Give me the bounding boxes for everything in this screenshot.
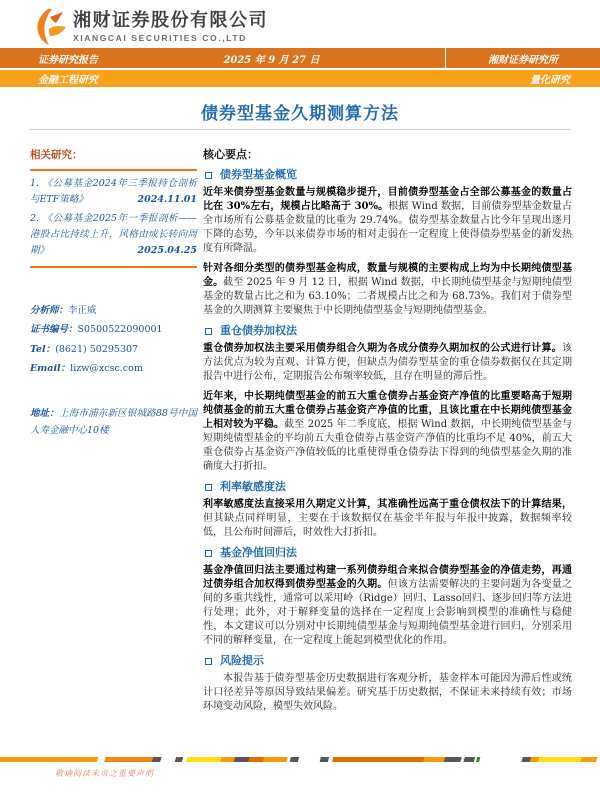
section-bullet-icon: [205, 550, 212, 557]
tel-row: [30, 340, 197, 359]
tel-number: (8621) 50295307: [55, 343, 139, 355]
section-bullet-icon: [205, 172, 212, 179]
section-paragraph: 近年来债券型基金数量与规模稳步提升，目前债券型基金占全部公募基金的数量占比在 30%左右，规模占比略高于 30%。根据 Wind 数据，目前债券型基金数量占全市场所有公募基金数量的比重为 29.74%。债券型基金数量占比今年呈现出逐月下降的态势，今年以来债券市场的相对走弱在一定程度上使得债券型基金的新发热度有所降温。: [203, 187, 572, 254]
address-value: 上海市浦东新区银城路88号中国人寿金融中心10楼: [30, 407, 197, 437]
analyst-label: 分析师：: [30, 304, 69, 316]
section-bond-fund-overview: [203, 168, 572, 318]
analyst-name: 李正威: [68, 304, 97, 316]
cert-label: 证书编号：: [30, 324, 78, 336]
address-label: 地址：: [30, 407, 60, 419]
research-item-date: 2024.11.01: [137, 194, 197, 206]
section-heading: [205, 168, 572, 182]
main-content: [203, 146, 572, 720]
footer-disclaimer: 敬请阅读末页之重要声明: [55, 769, 154, 778]
section-risk-warning: [203, 654, 572, 714]
company-name: 湘财证券股份有限公司: [73, 10, 268, 31]
research-field-bar: [0, 70, 600, 87]
cert-number: S0500522090001: [77, 324, 163, 336]
section-nav-regression: [203, 546, 572, 648]
section-heavy-bond-weighting: [203, 324, 572, 474]
research-item-title: 2. 《公募基金2025年一季报剖析——港股占比持续上升，风格由成长转向周期》: [30, 212, 197, 257]
section-heading: [205, 546, 572, 560]
section-paragraph: 近年来，中长期纯债型基金的前五大重仓债券占基金资产净值的比重要略高于短期纯债基金的前五大重仓债券占基金资产净值的比重，且该比重在中长期纯债型基金上相对较为平稳。截至 2025 年二季度底，根据 Wind 数据，中长期纯债型基金与短期纯债型基金的平均前五大重仓债券占基金资产净值的比重均不足 40%，前五大重仓债券占基金资产净值较低的比重使得重仓债券法下得到的纯债型基金久期的准确度大打折扣。: [203, 391, 572, 472]
research-item: [30, 176, 197, 209]
section-paragraph: 基金净值回归法主要通过构建一系列债券组合来拟合债券型基金的净值走势，再通过债券组合加权得到债券型基金的久期。但该方法需要解决的主要问题为各变量之间的多重共线性，通常可以采用岭（Ridge）回归、Lasso回归、逐步回归等方法进行处理；此外，对于解释变量的选择在一定程度上会影响到模型的准确性与稳健性，本文建议可以分别对中长期纯债型基金与短期纯债型基金进行回归，分别采用不同的解释变量，在一定程度上能起到模型优化的作用。: [203, 565, 573, 646]
company-name-en: XIANGCAI SECURITIES CO.,LTD: [73, 32, 247, 43]
section-bullet-icon: [205, 484, 212, 491]
address-info: [30, 405, 197, 440]
title-divider: [30, 129, 570, 130]
section-bullet-icon: [205, 658, 212, 665]
section-paragraph: 针对各细分类型的债券型基金构成，数量与规模的主要构成上均为中长期纯债型基金。截至 2025 年 9 月 12 日，根据 Wind 数据，中长期纯债型基金与短期纯债型基金的数量占比之和为 63.10%；二者规模占比之和为 68.73%。我们对于债券型基金的久期测算主要聚焦于中长期纯债型基金与短期纯债型基金。: [203, 263, 573, 316]
sidebar: [30, 147, 197, 440]
section-paragraph: 本报告基于债券型基金历史数据进行客观分析，基金样本可能因为滞后性或统计口径差异等原因导致结果偏差。研究基于历史数据，不保证未来持续有效；市场环境变动风险，模型失效风险。: [203, 673, 572, 712]
core-points-label: 核心要点：: [203, 148, 258, 161]
sidebar-rule-bottom: [30, 266, 197, 268]
report-title: 债券型基金久期测算方法: [201, 104, 399, 123]
section-heading: [205, 480, 572, 494]
email-address: lizw@xcsc.com: [70, 363, 143, 375]
research-field-label: 金融工程研究: [38, 75, 98, 86]
report-type-label: 证券研究报告: [38, 54, 98, 66]
xiangcai-logo-icon: [36, 9, 66, 45]
section-heading: [205, 324, 572, 338]
related-research-label: 相关研究：: [30, 149, 83, 161]
section-heading-text: 利率敏感度法: [220, 481, 286, 493]
section-heading-text: 债券型基金概览: [220, 169, 297, 181]
email-row: [30, 359, 197, 378]
header-logo: [36, 9, 268, 45]
section-heading: [205, 654, 572, 668]
section-heading-text: 重仓债券加权法: [220, 325, 297, 337]
section-bullet-icon: [205, 328, 212, 335]
institute-name: 湘财证券研究所: [488, 54, 558, 66]
research-item-title: 1. 《公募基金2024年三季报持仓剖析与ETF策略》: [30, 178, 197, 206]
research-item-date: 2025.04.25: [137, 245, 197, 257]
report-date: 2025 年 9 月 27 日: [223, 54, 320, 66]
analyst-row: [30, 301, 197, 320]
section-heading-text: 风险提示: [220, 655, 264, 667]
cert-row: [30, 320, 197, 339]
research-subfield-label: 量化研究: [530, 75, 570, 86]
footer-stripe-decoration: [0, 757, 600, 762]
email-label: Email：: [30, 363, 71, 375]
analyst-info: [30, 301, 197, 379]
section-paragraph: 重仓债券加权法主要采用债券组合久期为各成分债券久期加权的公式进行计算。该方法优点为较为直观、计算方便，但缺点为债券型基金的重仓债券数据仅在其定期报告中进行公布，定期报告公布频率较低，且存在明显的滞后性。: [203, 343, 572, 382]
sidebar-rule-top: [30, 169, 197, 171]
research-item: [30, 211, 197, 260]
company-name-block: [73, 11, 268, 43]
section-paragraph: 利率敏感度法直接采用久期定义计算，其准确性远高于重仓债权法下的计算结果，但其缺点同样明显，主要在于该数据仅在基金半年报与年报中披露，数据频率较低，且公布时间滞后，时效性大打折扣。: [203, 499, 572, 538]
tel-label: Tel：: [30, 343, 56, 355]
section-rate-sensitivity: [203, 480, 572, 540]
report-info-bar: [0, 48, 600, 68]
section-heading-text: 基金净值回归法: [220, 547, 297, 559]
